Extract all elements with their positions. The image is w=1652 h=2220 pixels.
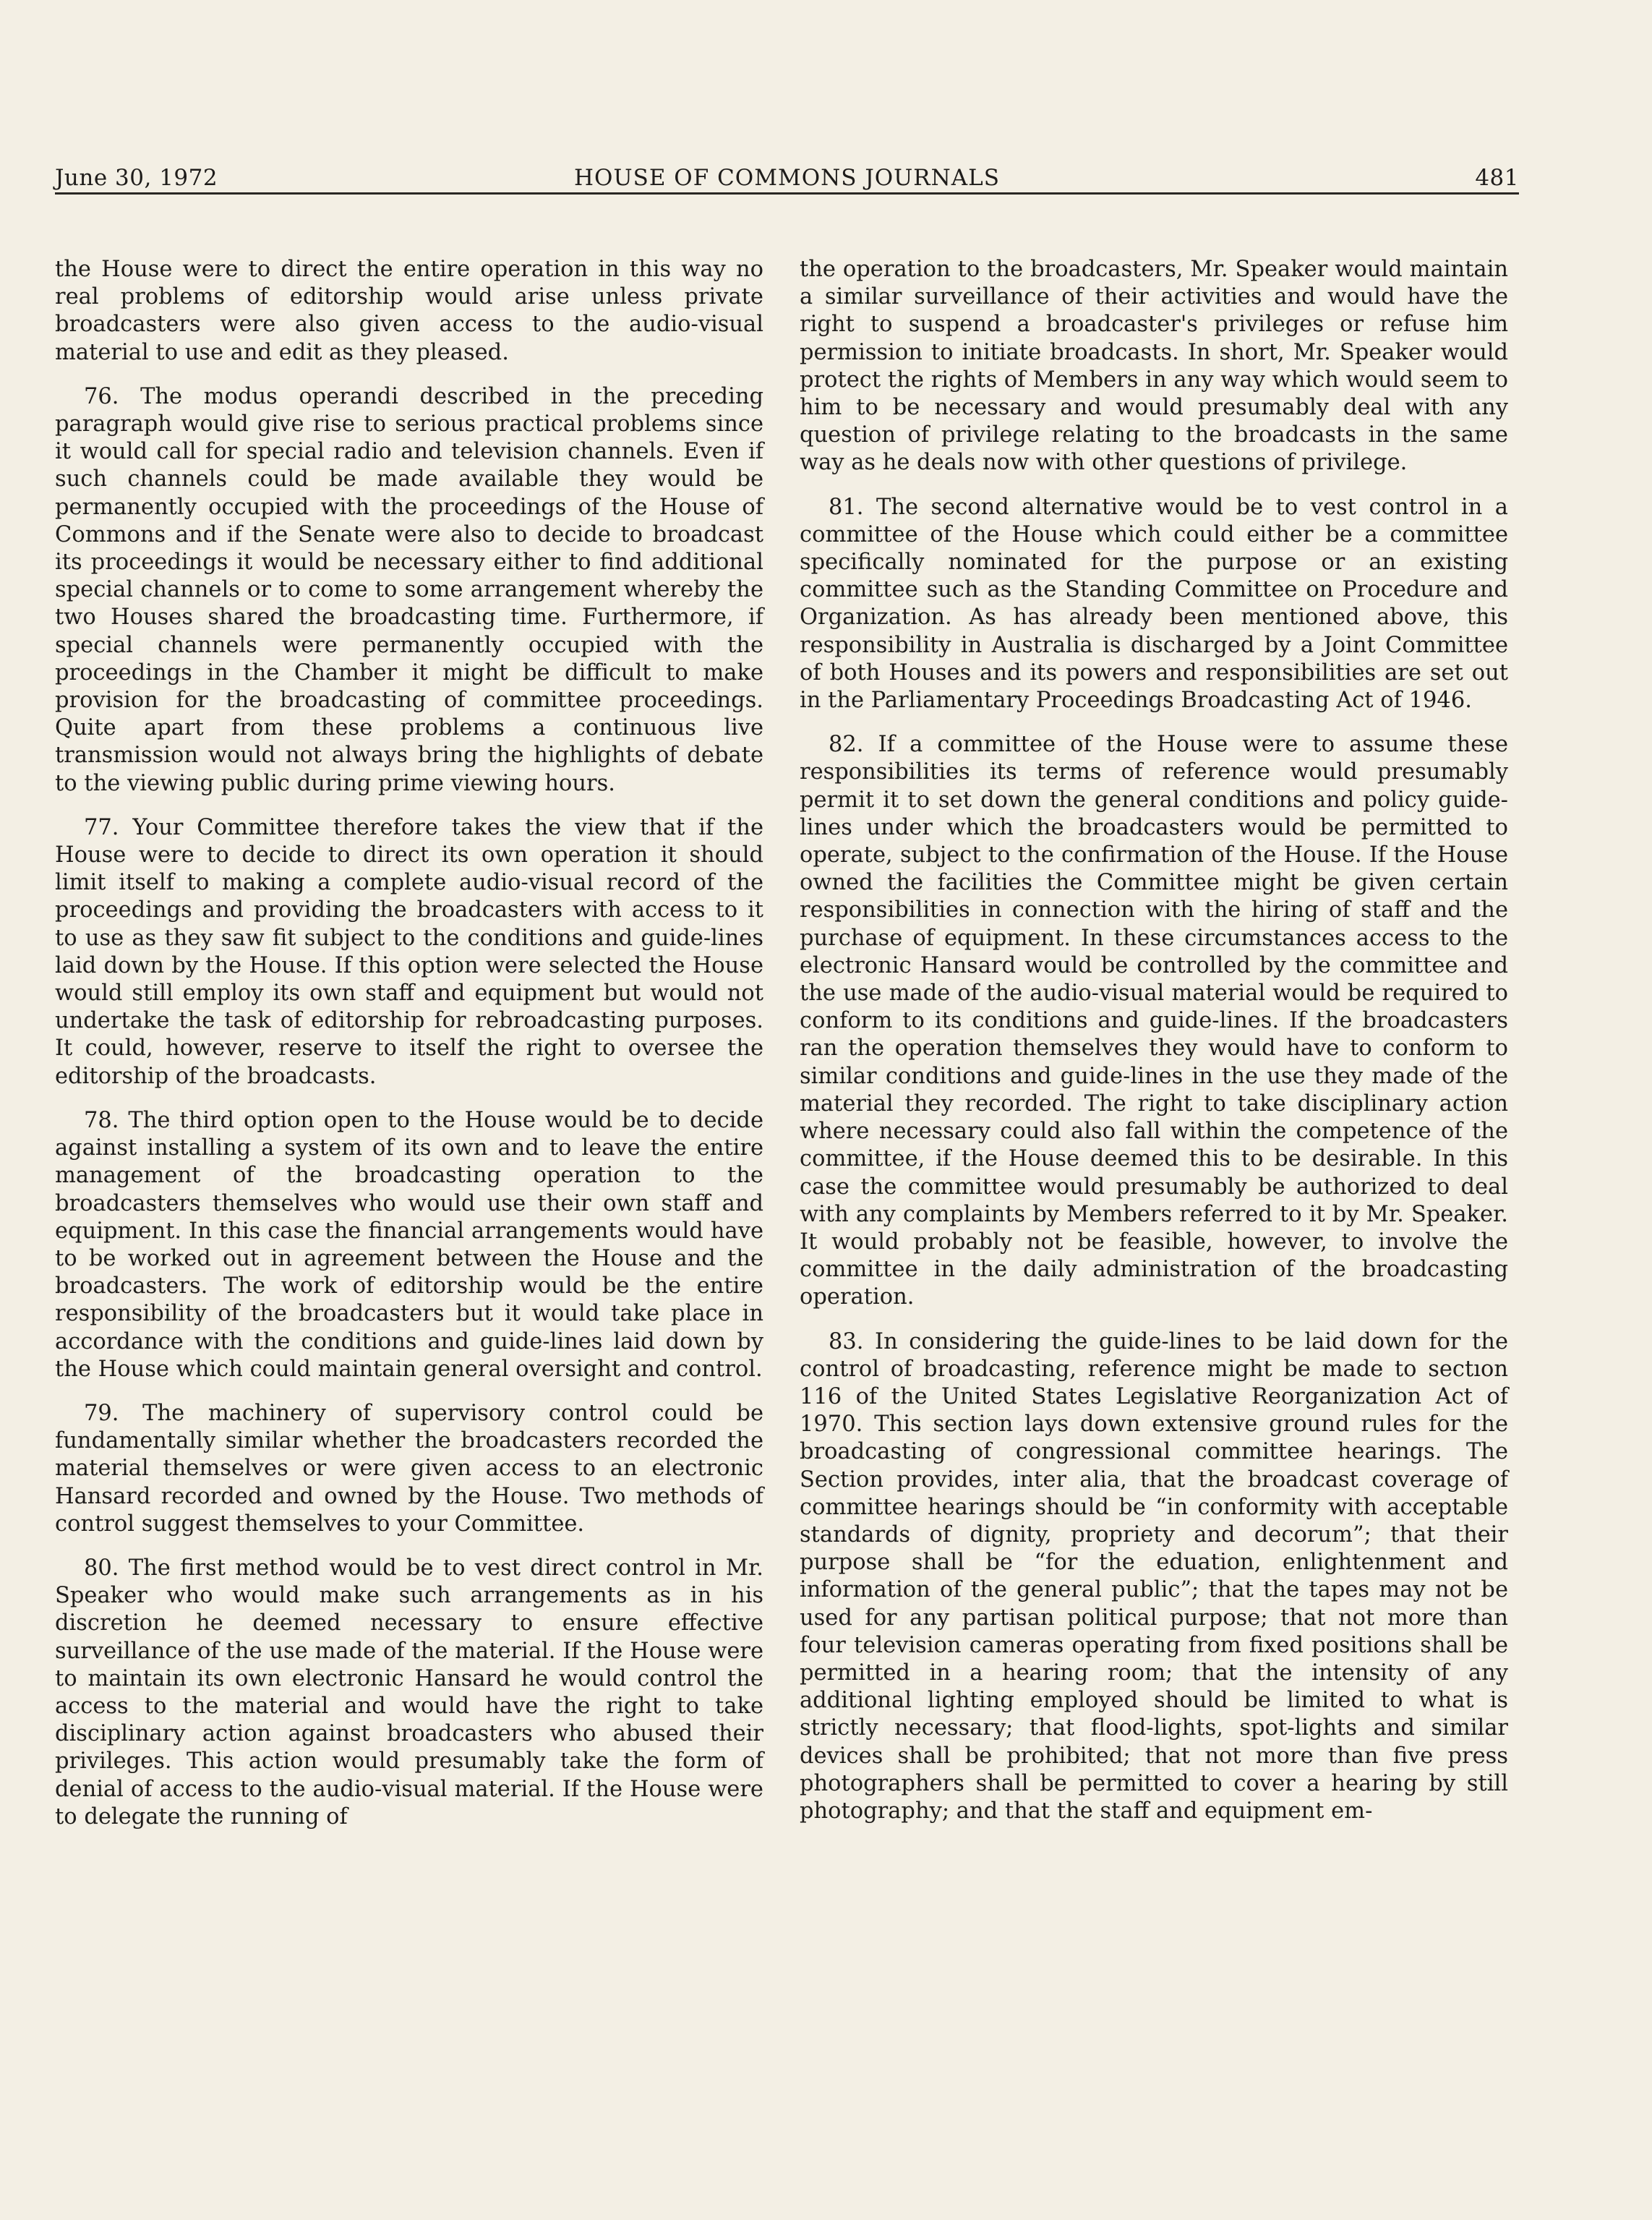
paragraph-81: 81. The second alternative would be to vest control in a committee of the House which could either be a committee specifically nominated for the purpose or an existing committee such as the Standing Committee on Procedure and Organization. As has already been mentioned above, this responsibility in Australia is discharged by a Joint Committee of both Houses and its powers and responsibilities are set out in the Parliamentary Proceedings Broadcasting Act of 1946. <box>800 494 1508 714</box>
header-rule <box>55 192 1519 195</box>
paragraph-79: 79. The machinery of supervisory control could be fundamentally similar whether the broadcasters recorded the material themselves or were given access to an electronic Hansard recorded and owned by the House. Two methods of control suggest themselves to your Committee. <box>55 1400 763 1537</box>
paragraph-78: 78. The third option open to the House would be to decide against installing a system of its own and to leave the entire management of the broadcasting operation to the broadcasters themselves who would use their own staff and equipment. In this case the financial arrangements would have to be worked out in agreement between the House and the broadcasters. The work of editorship would be the entire responsibility of the broadcasters but it would take place in accordance with the conditions and guide-lines laid down by the House which could maintain general oversight and control. <box>55 1107 763 1382</box>
paragraph-76: 76. The modus operandi described in the preceding paragraph would give rise to serious practical problems since it would call for special radio and television channels. Even if such channels could be made available they would be permanently occupied with the proceedings of the House of Commons and if the Senate were also to decide to broadcast its proceedings it would be necessary either to find additional special channels or to come to some arrangement whereby the two Houses shared the broadcasting time. Furthermore, if special channels were permanently occupied with the proceedings in the Chamber it might be difficult to make provision for the broadcasting of committee proceedings. Quite apart from these problems a continuous live transmission would not always bring the highlights of debate to the viewing public during prime viewing hours. <box>55 383 763 796</box>
paragraph-83: 83. In considering the guide-lines to be laid down for the control of broadcasting, reference might be made to sectıon 116 of the United States Legislative Reorganization Act of 1970. This section lays down extensive ground rules for the broadcasting of congressional committee hearings. The Section provides, inter alia, that the broadcast coverage of committee hearings should be “in conformity with acceptable standards of dignity, propriety and decorum”; that their purpose shall be “for the eduation, enlightenment and information of the general public”; that the tapes may not be used for any partisan political purpose; that not more than four television cameras operating from fixed positions shall be permitted in a hearing room; that the intensity of any additional lighting employed should be limited to what is strictly necessary; that flood-lights, spot-lights and similar devices shall be prohibited; that not more than five press photographers shall be permitted to cover a hearing by still photography; and that the staff and equipment em- <box>800 1328 1508 1824</box>
paragraph-82: 82. If a committee of the House were to assume these responsibilities its terms of reference would presumably permit it to set down the general conditions and policy guide-lines under which the broadcasters would be permitted to operate, subject to the confirmation of the House. If the House owned the facilities the Committee might be given certain responsibilities in connection with the hiring of staff and the purchase of equipment. In these circumstances access to the electronic Hansard would be controlled by the committee and the use made of the audio-visual material would be required to conform to its conditions and guide-lines. If the broadcasters ran the operation themselves they would have to conform to similar conditions and guide-lines in the use they made of the material they recorded. The right to take disciplinary action where necessary could also fall within the competence of the committee, if the House deemed this to be desirable. In this case the committee would presumably be authorized to deal with any complaints by Members referred to it by Mr. Speaker. It would probably not be feasible, however, to involve the committee in the daily administration of the broadcasting operation. <box>800 732 1508 1310</box>
running-header <box>55 161 1519 192</box>
paragraph-80: 80. The first method would be to vest direct control in Mr. Speaker who would make such arrangements as in his discretion he deemed necessary to ensure effective surveillance of the use made of the material. If the House were to maintain its own electronic Hansard he would control the access to the material and would have the right to take disciplinary action against broadcasters who abused their privileges. This action would presumably take the form of denial of access to the audio-visual material. If the House were to delegate the running of <box>55 1555 763 1830</box>
paragraph-77: 77. Your Committee therefore takes the view that if the House were to decide to direct its own operation it should limit itself to making a complete audio-visual record of the proceedings and providing the broadcasters with access to it to use as they saw fit subject to the conditions and guide-lines laid down by the House. If this option were selected the House would still employ its own staff and equipment but would not undertake the task of editorship for rebroadcasting purposes. It could, however, reserve to itself the right to oversee the editorship of the broadcasts. <box>55 814 763 1089</box>
right-column <box>800 256 1508 1842</box>
header-date: June 30, 1972 <box>55 165 218 191</box>
header-page-number: 481 <box>1475 165 1519 191</box>
header-journal-title: HOUSE OF COMMONS JOURNALS <box>574 165 1000 191</box>
left-column <box>55 256 763 1848</box>
paragraph-80-continued: the operation to the broadcasters, Mr. Speaker would maintain a similar surveillance of their activities and would have the right to suspend a broadcaster's privileges or refuse him permission to initiate broadcasts. In short, Mr. Speaker would protect the rights of Members in any way which would seem to him to be necessary and would presumably deal with any question of privilege relating to the broadcasts in the same way as he deals now with other questions of privilege. <box>800 257 1508 476</box>
paragraph-continuation: the House were to direct the entire operation in this way no real problems of editorship would arise unless private broadcasters were also given access to the audio-visual material to use and edit as they pleased. <box>55 257 763 365</box>
